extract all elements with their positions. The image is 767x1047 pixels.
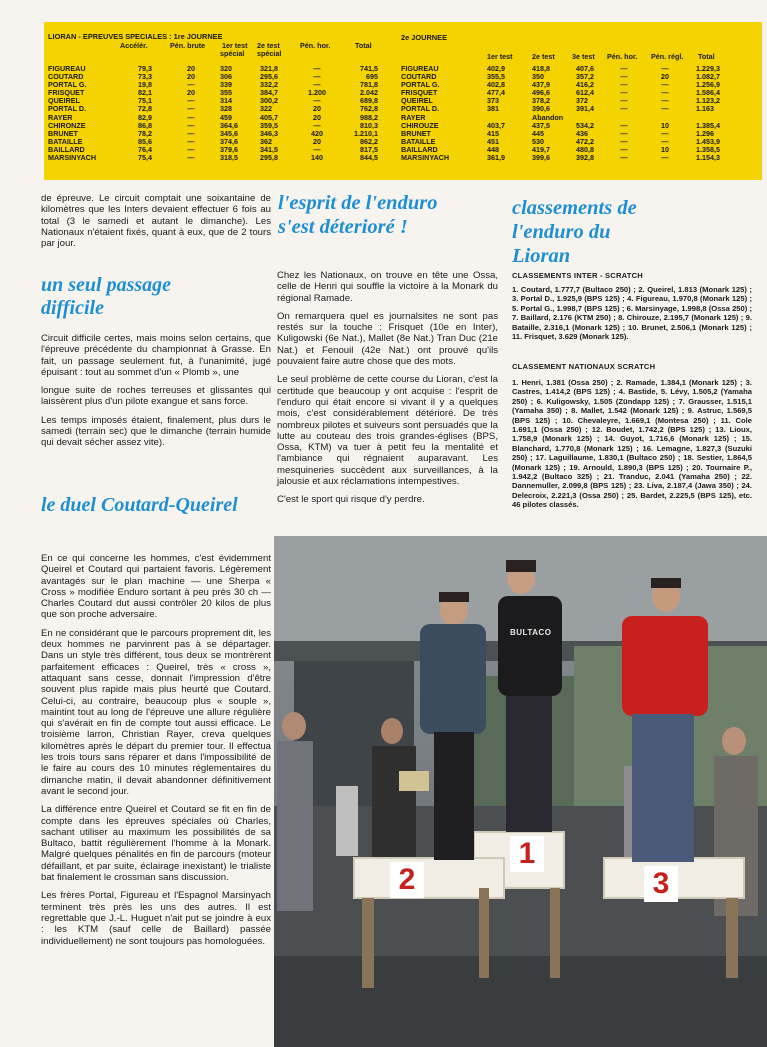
day1-header-pen-hor: Pén. hor.: [300, 41, 331, 50]
day2-hor-cell: —: [620, 144, 628, 154]
day1-hor-cell: —: [313, 120, 321, 130]
day2-total-cell: 1.256,9: [696, 80, 720, 90]
day2-regl-cell: 10: [661, 144, 669, 154]
col1-p3: Les temps imposés étaient, finalement, plus durs le samedi (terrain sec) que le dimanche (terrain humide qui devait sécher assez vite).: [41, 414, 271, 449]
day1-hor-cell: —: [313, 64, 321, 73]
day1-name-cell: FIGUREAU: [48, 64, 86, 73]
day2-pen-regl-column: [652, 65, 678, 162]
col1-p6: La différence entre Queirel et Coutard se fit en fin de compte dans les épreuves spéciales où Charles, sachant utiliser au maximum les possibilités de sa Bultaco, battit régulièrement l'homme à la Monark. Malgré quelques pénalités en fin de parcours (moteur défaillant, et par suite, éclairage inexistant) le trialiste bat finalement le crossman sans discussion.: [41, 804, 271, 884]
day1-t2-cell: 321,8: [260, 64, 278, 73]
day1-accel-cell: 78,2: [138, 128, 152, 138]
col2-p2: On remarquera quel es journalsites ne sont pas restés sur la touche : Frisquet (10e en Inter), Kuligowski (6e Nat.), Mallet (8e Nat.) Tran Duc (21e Nat.) et Fenouil (42e Nat.) ont prouvé qu'ils pouvaient faire autre chose que des mots.: [277, 310, 498, 368]
day1-t2-cell: 384,7: [260, 88, 278, 98]
day2-total-cell: 1.154,3: [696, 153, 720, 163]
day2-t1-cell: 373: [487, 96, 499, 106]
day2-total-cell: 1.385,4: [696, 120, 720, 130]
day1-t1-cell: 355: [220, 88, 232, 98]
day1-accel-cell: 76,4: [138, 144, 152, 154]
day2-test1-column: [487, 65, 505, 162]
day1-pen-cell: —: [187, 112, 195, 122]
day2-t2-cell: 350: [532, 72, 544, 82]
heading-seul-passage: un seul passage difficile: [41, 274, 172, 319]
day2-name-cell: MARSINYACH: [401, 153, 450, 163]
day2-t2-cell: 418,8: [532, 64, 550, 73]
day2-t3-cell: 407,6: [576, 64, 594, 73]
day1-hor-cell: 1.200: [308, 88, 326, 98]
day2-t3-cell: 436: [576, 128, 588, 138]
day1-accel-cell: 82,1: [138, 88, 152, 98]
day2-t1-cell: 415: [487, 128, 499, 138]
day2-hor-cell: —: [620, 136, 628, 146]
day1-total-cell: 695: [366, 72, 378, 82]
day2-t2-cell: 445: [532, 128, 544, 138]
day2-t1-cell: 361,9: [487, 153, 505, 163]
day2-name-cell: CHIROUZE: [401, 120, 439, 130]
day2-regl-cell: 20: [661, 72, 669, 82]
day2-regl-cell: —: [661, 96, 669, 106]
day2-hor-cell: —: [620, 80, 628, 90]
day2-t1-cell: 402,9: [487, 64, 505, 73]
day2-t2-cell: 437,9: [532, 80, 550, 90]
day2-regl-cell: 10: [661, 120, 669, 130]
day2-t1-cell: 451: [487, 136, 499, 146]
day1-pen-cell: 20: [187, 64, 195, 73]
day2-name-cell: BRUNET: [401, 128, 431, 138]
day2-name-cell: RAYER: [401, 112, 426, 122]
day1-title: LIORAN - EPREUVES SPECIALES : 1re JOURNEE: [48, 32, 223, 41]
day1-hor-cell: 140: [311, 153, 323, 163]
day2-t2-cell: 437,5: [532, 120, 550, 130]
day1-t1-cell: 379,6: [220, 144, 238, 154]
day1-pen-cell: —: [187, 144, 195, 154]
day1-t1-cell: 320: [220, 64, 232, 73]
col2-p3: Le seul problème de cette course du Lioran, c'est la certitude que beaucoup y ont acquise : l'esprit de l'enduro qui était encore si vivant il y a quelques mois, c'est considérablement détérioré. De très nombreux pilotes et suiveurs sont persuadés que la lutte au couteau des trois grandes-églises (BPS, Ossa, KTM) va tuer à petit feu la mentalité et l'ambiance qui régnaient auparavant. Les mesquineries succèdent aux surveillances, à la jalousie et aux réclamations intempestives.: [277, 374, 498, 488]
heading-esprit: l'esprit de l'enduro s'est déterioré !: [278, 192, 438, 238]
day1-accel-column: [124, 65, 152, 162]
day2-regl-cell: —: [661, 153, 669, 163]
day2-hor-cell: —: [620, 128, 628, 138]
day2-total-cell: 1.082,7: [696, 72, 720, 82]
day1-header-test2: 2e test: [257, 41, 280, 50]
day1-total-cell: 988,2: [360, 112, 378, 122]
day1-pen-cell: 20: [187, 88, 195, 98]
day2-total-cell: 1.163: [696, 104, 714, 114]
day2-hor-cell: —: [620, 120, 628, 130]
day2-t3-cell: 612,4: [576, 88, 594, 98]
day1-pen-cell: —: [187, 104, 195, 114]
day1-accel-cell: 86,8: [138, 120, 152, 130]
day2-hor-cell: —: [620, 153, 628, 163]
col1-block1: [41, 333, 271, 456]
col1-intro-text: de épreuve. Le circuit comptait une soixantaine de kilomètres que les Inters devaient effectuer 6 fois au total (3 le samedi et autant le dimanche). Les Nationaux n'étaient fixés, quant à eux, que de 2 tours par jour.: [41, 193, 271, 250]
day1-hor-cell: 20: [313, 112, 321, 122]
day1-pen-cell: —: [187, 128, 195, 138]
day2-total-cell: 1.453,9: [696, 136, 720, 146]
day1-pen-cell: 20: [187, 72, 195, 82]
jersey-text: BULTACO: [510, 628, 552, 637]
podium-scene: [274, 536, 767, 1047]
day1-header-test1: 1er test: [222, 41, 248, 50]
day1-t2-cell: 322: [260, 104, 272, 114]
day2-hor-cell: —: [620, 64, 628, 73]
podium-number-1: 1: [518, 837, 536, 870]
day1-header-total: Total: [355, 41, 372, 50]
day1-name-cell: PORTAL G.: [48, 80, 87, 90]
day2-t2-cell: 399,6: [532, 153, 550, 163]
day1-name-cell: RAYER: [48, 112, 73, 122]
day1-total-cell: 817,5: [360, 144, 378, 154]
col2-block: [277, 270, 498, 513]
day1-name-cell: MARSINYACH: [48, 153, 97, 163]
day1-total-cell: 810,3: [360, 120, 378, 130]
day2-test2-column: [532, 65, 563, 162]
day1-pen-cell: —: [187, 120, 195, 130]
day1-t2-cell: 300,2: [260, 96, 278, 106]
day2-header-test2: 2e test: [532, 52, 555, 61]
col1-p2: longue suite de roches terreuses et glissantes qui laissèrent plus d'un pilote exangue et sans force.: [41, 385, 271, 408]
day1-total-cell: 2.042: [360, 88, 378, 98]
day1-t1-cell: 345,6: [220, 128, 238, 138]
day2-t2-cell: 378,2: [532, 96, 550, 106]
day1-accel-cell: 75,4: [138, 153, 152, 163]
day2-total-cell: 1.586,4: [696, 88, 720, 98]
col1-p7: Les frères Portal, Figureau et l'Espagnol Marsinyach terminent très près les uns des autres. Il est regrettable que J.-L. Huguet n'ait put se joindre à eux : les KTM (sauf celle de Baillard) passée individuellement) ne sont toujours pas homologuées.: [41, 890, 271, 947]
day2-t3-cell: 534,2: [576, 120, 594, 130]
day2-t2-cell: Abandon: [532, 112, 564, 122]
day2-total-cell: 1.123,2: [696, 96, 720, 106]
day2-header-test3: 3e test: [572, 52, 595, 61]
nationaux-scratch-text: 1. Henri, 1.381 (Ossa 250) ; 2. Ramade, 1.384,1 (Monark 125) ; 3. Castres, 1.414,2 (BPS 125) ; 4. Bastide, 5. Lévy, 1.505,2 (Yamaha 250) ; 6. Kuligowsky, 1.505 (Zündapp 125) ; 7. Grausser, 1.515,1 (Yamaha 350) ; 8. Mallet, 1.542 (Monark 125) ; 9. Astruc, 1.569,5 (BPS 125) ; 10. Chevaleyre, 1.669,1 (Montesa 250) ; 11. Cole 1.691,1 (Ossa 250) ; 12. Boudet, 1.742,2 (BPS 125) ; 13. Lioux, 1.758,9 (Monark 125) ; 14. Guyot, 1.716,6 (Monark 125) ; 15. Blanchard, 1.770,8 (Monark 125) ; 16. Lemagne, 1.827,3 (Suzuki 250) ; 17. Laguillaume, 1.830,1 (Bultaco 250) ; 18. Sestier, 1.864,5 (Monark 125) ; 19. Arnould, 1.890,3 (BPS 125) ; 20. Tournaire P., 1.942,2 (Bultaco 325) ; 21. Tranduc, 2.041 (Yamaha 250) ; 22. Dannemuller, 2.099,8 (BPS 125) ; 23. Liva, 2.187,4 (Jawa 350) ; 24. Delecroix, 2.221,3 (Ossa 250) ; 25. Bardet, 2.225,5 (BPS 125), etc. 46 pilotes classés.: [512, 378, 752, 510]
day1-accel-cell: 79,3: [138, 64, 152, 73]
col1-p4: En ce qui concerne les hommes, c'est évidemment Queirel et Coutard qui partaient favoris. Légèrement avantagés sur le plan machine — une Sherpa « Cross » modifiée Enduro sortant à peu près 30 ch — Charles Coutard dut aussi contrôler 20 kilos de plus que son proche adversaire.: [41, 553, 271, 621]
podium-photo: [274, 536, 767, 1047]
day2-t3-cell: 372: [576, 96, 588, 106]
day1-header-accel: Accélér.: [120, 41, 148, 50]
day1-total-cell: 741,5: [360, 64, 378, 73]
day1-accel-cell: 75,1: [138, 96, 152, 106]
day2-pen-hor-column: [607, 65, 641, 162]
day2-t3-cell: 416,2: [576, 80, 594, 90]
day2-regl-cell: —: [661, 88, 669, 98]
day2-t2-cell: 530: [532, 136, 544, 146]
day1-test1-column: [220, 65, 238, 162]
day2-header-pen-hor: Pén. hor.: [607, 52, 638, 61]
day2-name-cell: PORTAL G.: [401, 80, 440, 90]
day1-total-cell: 1.210,1: [354, 128, 378, 138]
day1-t2-cell: 359,5: [260, 120, 278, 130]
day1-t1-cell: 459: [220, 112, 232, 122]
day1-pen-cell: —: [187, 96, 195, 106]
col2-p4: C'est le sport qui risque d'y perdre.: [277, 494, 425, 506]
day1-t2-cell: 295,6: [260, 72, 278, 82]
day2-header-pen-regl: Pén. régl.: [651, 52, 684, 61]
day1-t1-cell: 318,5: [220, 153, 238, 163]
day2-t1-cell: 402,8: [487, 80, 505, 90]
day1-accel-cell: 19,8: [138, 80, 152, 90]
day1-hor-cell: —: [313, 96, 321, 106]
day1-pen-cell: —: [187, 153, 195, 163]
day2-t1-cell: 381: [487, 104, 499, 114]
day2-regl-cell: —: [661, 80, 669, 90]
day2-regl-cell: —: [661, 136, 669, 146]
day2-name-cell: QUEIREL: [401, 96, 433, 106]
col1-block2: [41, 553, 271, 954]
day2-t3-cell: 392,8: [576, 153, 594, 163]
day2-t2-cell: 419,7: [532, 144, 550, 154]
day1-accel-cell: 72,8: [138, 104, 152, 114]
day2-names-column: [401, 65, 449, 162]
day1-t2-cell: 346,3: [260, 128, 278, 138]
inter-scratch-title: CLASSEMENTS INTER - SCRATCH: [512, 271, 643, 280]
day1-t2-cell: 362: [260, 136, 272, 146]
day1-name-cell: COUTARD: [48, 72, 84, 82]
day2-hor-cell: —: [620, 96, 628, 106]
day2-total-column: [696, 65, 720, 162]
col1-p5: En ne considérant que le parcours proprement dit, les deux hommes ne parvinrent pas à se départager. Dans un style très différent, tous deux se montrèrent parfaitement efficaces : Queirel, très « cross », attaquant sans cesse, donnait l'impression d'être souvent plus rapide mais plus heurté que Coutard. Celui-ci, au contraire, beaucoup plus « souple », maintint tout au long de l'épreuve une allure régulière qui s'avérait en fin de compte tout aussi efficace. Le troisième larron, Christian Rayer, creva quelques kilomètres après le départ du premier tour. Il effectua les trois tours sans réparer et dans l'impossibilité de le faire au cours des 10 minutes réglementaires du dimanche matin, il devait abandonner définitivement avant le second jour.: [41, 627, 271, 797]
day1-name-cell: BRUNET: [48, 128, 78, 138]
day2-regl-cell: —: [661, 64, 669, 73]
day1-accel-cell: 85,6: [138, 136, 152, 146]
day2-test3-column: [576, 65, 594, 162]
day1-name-cell: PORTAL D.: [48, 104, 87, 114]
day2-header-test1: 1er test: [487, 52, 513, 61]
day1-hor-cell: 420: [311, 128, 323, 138]
day1-t1-cell: 314: [220, 96, 232, 106]
day1-t1-cell: 364,6: [220, 120, 238, 130]
day1-t2-cell: 405,7: [260, 112, 278, 122]
day1-pen-cell: —: [187, 80, 195, 90]
day2-t2-cell: 496,6: [532, 88, 550, 98]
results-panel: [44, 22, 762, 180]
day1-header-pen-brute: Pén. brute: [170, 41, 206, 50]
day1-names-column: [48, 65, 96, 162]
day2-hor-cell: —: [620, 72, 628, 82]
day1-name-cell: BAILLARD: [48, 144, 85, 154]
day2-name-cell: BAILLARD: [401, 144, 438, 154]
day1-pen-hor-column: [299, 65, 335, 162]
day2-name-cell: COUTARD: [401, 72, 437, 82]
day2-name-cell: FRISQUET: [401, 88, 438, 98]
col1-p1: Circuit difficile certes, mais moins selon certains, que l'épreuve précédente du championnat à Grasse. En fait, un passage seulement fut, à l'unanimité, jugé épuisant : tout au sommet d'un « Plomb », une: [41, 333, 271, 378]
day1-t1-cell: 374,6: [220, 136, 238, 146]
col2-p1: Chez les Nationaux, on trouve en tête une Ossa, celle de Henri qui souffle la victoire à la Monark du régional Ramade.: [277, 270, 498, 304]
podium-number-3: 3: [652, 867, 670, 900]
day1-pen-column: [176, 65, 206, 162]
day1-header-test2-sub: spécial: [257, 49, 282, 58]
day1-hor-cell: —: [313, 72, 321, 82]
heading-duel: le duel Coutard-Queirel: [41, 494, 238, 516]
day2-t2-cell: 390,6: [532, 104, 550, 114]
day1-t1-cell: 306: [220, 72, 232, 82]
day1-hor-cell: 20: [313, 104, 321, 114]
day1-hor-cell: 20: [313, 136, 321, 146]
day1-accel-cell: 73,3: [138, 72, 152, 82]
day2-t1-cell: 403,7: [487, 120, 505, 130]
col1-intro: [41, 193, 271, 256]
day1-name-cell: FRISQUET: [48, 88, 85, 98]
day2-total-cell: 1.229,3: [696, 64, 720, 73]
day1-accel-cell: 82,9: [138, 112, 152, 122]
heading-classements: classements de l'enduro du Lioran: [512, 197, 637, 267]
day2-hor-cell: —: [620, 104, 628, 114]
day2-t3-cell: 391,4: [576, 104, 594, 114]
day1-t2-cell: 341,5: [260, 144, 278, 154]
day2-t1-cell: 355,5: [487, 72, 505, 82]
day1-test2-column: [260, 65, 278, 162]
day1-name-cell: CHIRONZE: [48, 120, 86, 130]
day2-regl-cell: —: [661, 104, 669, 114]
day2-name-cell: PORTAL D.: [401, 104, 440, 114]
day1-t2-cell: 332,2: [260, 80, 278, 90]
day2-name-cell: BATAILLE: [401, 136, 436, 146]
day2-total-cell: 1.296: [696, 128, 714, 138]
day2-header-total: Total: [698, 52, 715, 61]
day2-name-cell: FIGUREAU: [401, 64, 439, 73]
day2-t3-cell: 357,2: [576, 72, 594, 82]
day1-total-cell: 781,8: [360, 80, 378, 90]
day1-name-cell: QUEIREL: [48, 96, 80, 106]
day1-total-cell: 844,5: [360, 153, 378, 163]
day1-pen-cell: —: [187, 136, 195, 146]
day1-total-column: [338, 65, 378, 162]
day2-t3-cell: 472,2: [576, 136, 594, 146]
day2-t3-cell: 480,8: [576, 144, 594, 154]
day2-total-cell: 1.358,5: [696, 144, 720, 154]
day2-hor-cell: —: [620, 88, 628, 98]
day2-t1-cell: 477,4: [487, 88, 505, 98]
day1-hor-cell: —: [313, 144, 321, 154]
day1-header-test1-sub: spécial: [220, 49, 245, 58]
day1-hor-cell: —: [313, 80, 321, 90]
day1-t1-cell: 328: [220, 104, 232, 114]
day1-total-cell: 862,2: [360, 136, 378, 146]
day2-t1-cell: 448: [487, 144, 499, 154]
nationaux-scratch-title: CLASSEMENT NATIONAUX SCRATCH: [512, 362, 656, 371]
day1-t1-cell: 339: [220, 80, 232, 90]
day2-title: 2e JOURNEE: [401, 33, 448, 42]
day1-total-cell: 689,8: [360, 96, 378, 106]
day2-regl-cell: —: [661, 128, 669, 138]
day1-name-cell: BATAILLE: [48, 136, 83, 146]
day1-total-cell: 762,8: [360, 104, 378, 114]
inter-scratch-text: 1. Coutard, 1.777,7 (Bultaco 250) ; 2. Queirel, 1.813 (Monark 125) ; 3. Portal D., 1.925,9 (BPS 125) ; 4. Figureau, 1.970,8 (Monark 125) ; 5. Portal G., 1.998,7 (BPS 125) ; 6. Marsinyage, 1.998,8 (Ossa 250) ; 7. Baillard, 2.176 (KTM 250) ; 8. Chirouze, 2.195,7 (Monark 125) ; 9. Bataille, 2.316,1 (Monark 125) ; 10. Brunet, 2.506,1 (Monark 125) ; 11. Frisquet, 3.629 (Monark 125).: [512, 285, 752, 342]
podium-number-2: 2: [398, 863, 416, 896]
day1-t2-cell: 295,8: [260, 153, 278, 163]
